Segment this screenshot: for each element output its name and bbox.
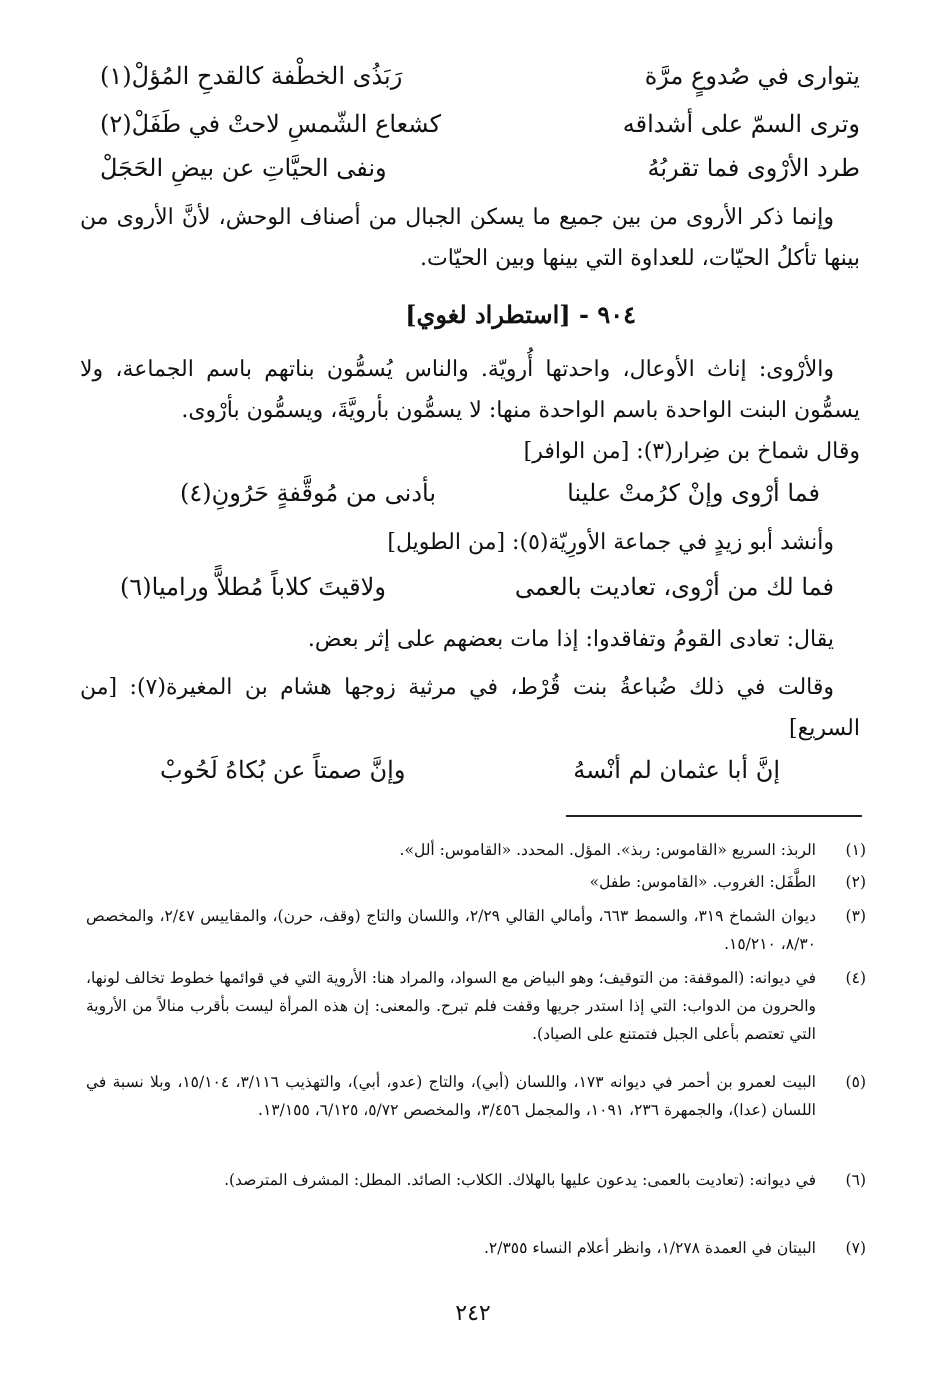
verse-line-dubaa	[100, 750, 860, 790]
verse-line-abuzaid	[100, 567, 860, 607]
footnote-number: (١)	[845, 841, 866, 859]
verse-first-hemistich: فما أرْوى وإنْ كرُمتْ علينا	[567, 479, 820, 507]
paragraph-yuqal: يقال: تعادى القومُ وتفاقدوا: إذا مات بعضهم على إثر بعض.	[307, 627, 834, 652]
footnote	[86, 868, 866, 896]
verse-second-hemistich: رَبَذُى الخطْفة كالقدحِ المُؤلْ(١)	[100, 62, 403, 90]
page-number: ٢٤٢	[455, 1301, 491, 1326]
footnote	[86, 1166, 866, 1194]
verse-line	[100, 104, 860, 144]
verse-first-hemistich: إنَّ أبا عثمان لم أنْسهُ	[573, 756, 780, 784]
verse-first-hemistich: يتوارى في صُدوعٍ مرَّة	[644, 62, 860, 90]
footnote-text: في ديوانه: (تعاديت بالعمى: يدعون عليها بالهلاك. الكلاب: الصائد. المطل: المشرف المترصد).	[224, 1171, 816, 1189]
footnote-separator	[566, 815, 862, 817]
footnote-number: (٦)	[845, 1171, 866, 1189]
footnote	[86, 1234, 866, 1262]
paragraph-abuzaid-intro: وأنشد أبو زيدٍ في جماعة الأورِيّة(٥): [من الطويل]	[387, 530, 834, 555]
footnote-number: (٤)	[845, 969, 866, 987]
footnote-text: البيتان في العمدة ١/٢٧٨، وانظر أعلام النساء ٢/٣٥٥.	[483, 1239, 816, 1257]
footnote	[86, 1068, 866, 1124]
verse-line-shammakh	[100, 473, 860, 513]
verse-line	[100, 148, 860, 188]
verse-line	[100, 56, 860, 96]
verse-first-hemistich: فما لك من أرْوى، تعاديت بالعمى	[514, 573, 834, 601]
footnote	[86, 836, 866, 864]
verse-second-hemistich: بأدنى من مُوقَّفةٍ حَرُونِ(٤)	[180, 479, 437, 507]
footnote-number: (٥)	[845, 1073, 866, 1091]
paragraph-shammakh-intro: وقال شماخ بن ضِرار(٣): [من الوافر]	[523, 439, 860, 464]
verse-second-hemistich: ونفى الحيَّاتِ عن بيضِ الحَجَلْ	[100, 154, 387, 182]
paragraph-intro: وإنما ذكر الأروى من بين جميع ما يسكن الجبال من أصناف الوحش، لأنَّ الأروى من بينها تأكلُ الحيّات، للعداوة التي بينها وبين الحيّات.	[80, 205, 860, 271]
verse-second-hemistich: وإنَّ صمتاً عن بُكاهُ لَحُوبْ	[160, 756, 406, 784]
footnote-number: (٣)	[845, 907, 866, 925]
verse-second-hemistich: كشعاع الشّمسِ لاحتْ في طَفَلْ(٢)	[100, 110, 442, 138]
section-heading: ٩٠٤ - [استطراد لغوي]	[405, 300, 636, 329]
verse-second-hemistich: ولاقيتَ كلاباً مُطلاًّ وراميا(٦)	[120, 573, 386, 601]
paragraph-dubaa-intro: وقالت في ذلك ضُباعةُ بنت قُرْط، في مرثية زوجها هشام بن المغيرة(٧): [من السريع]	[80, 675, 860, 741]
verse-first-hemistich: طرد الأرْوى فما تقربُهُ	[647, 154, 860, 182]
footnote-number: (٢)	[845, 873, 866, 891]
footnote-text: البيت لعمرو بن أحمر في ديوانه ١٧٣، واللسان (أبي)، والتاج (عدو، أبي)، والتهذيب ٣/١١٦، ١٥/١٠٤، وبلا نسبة في اللسان (عدا)، والجمهرة ٢٣٦، ١٠٩١، والمجمل ٣/٤٥٦، والمخصص ٥/٧٢، ٦/١٢٥، ١٣/١٥٥.	[86, 1073, 816, 1119]
footnote-number: (٧)	[845, 1239, 866, 1257]
paragraph-arwa: والأرْوى: إناث الأوعال، واحدتها أُرويّة. والناس يُسمُّون بناتهم باسم الجماعة، ولا يسمُّون البنت الواحدة باسم الواحدة منها: لا يسمُّون بأرويَّةَ، ويسمُّون بأرْوى.	[80, 357, 860, 423]
footnote	[86, 902, 866, 958]
footnote-text: الربذ: السريع «القاموس: ربذ». المؤل. المحدد. «القاموس: ألل».	[399, 841, 816, 859]
footnote-text: الطَّفَل: الغروب. «القاموس: طفل»	[589, 873, 816, 891]
footnote	[86, 964, 866, 1048]
footnote-text: ديوان الشماخ ٣١٩، والسمط ٦٦٣، وأمالي القالي ٢/٢٩، واللسان والتاج (وقف، حرن)، والمقاييس ٢/٤٧، والمخصص ٨/٣٠، ١٥/٢١٠.	[86, 907, 817, 953]
verse-first-hemistich: وترى السمّ على أشداقه	[622, 110, 860, 138]
footnote-text: في ديوانه: (الموقفة: من التوقيف؛ وهو البياض مع السواد، والمراد هنا: الأروية التي في قوائمها خطوط تخالف لونها، والحرون من الدواب: التي إذا استدر جريها وقفت فلم تبرح. والمعنى: إن هذه المرأة ليست بأقرب منالاً من الأروية التي تعتصم بأعلى الجبل فتمتنع على الصياد).	[86, 969, 816, 1043]
